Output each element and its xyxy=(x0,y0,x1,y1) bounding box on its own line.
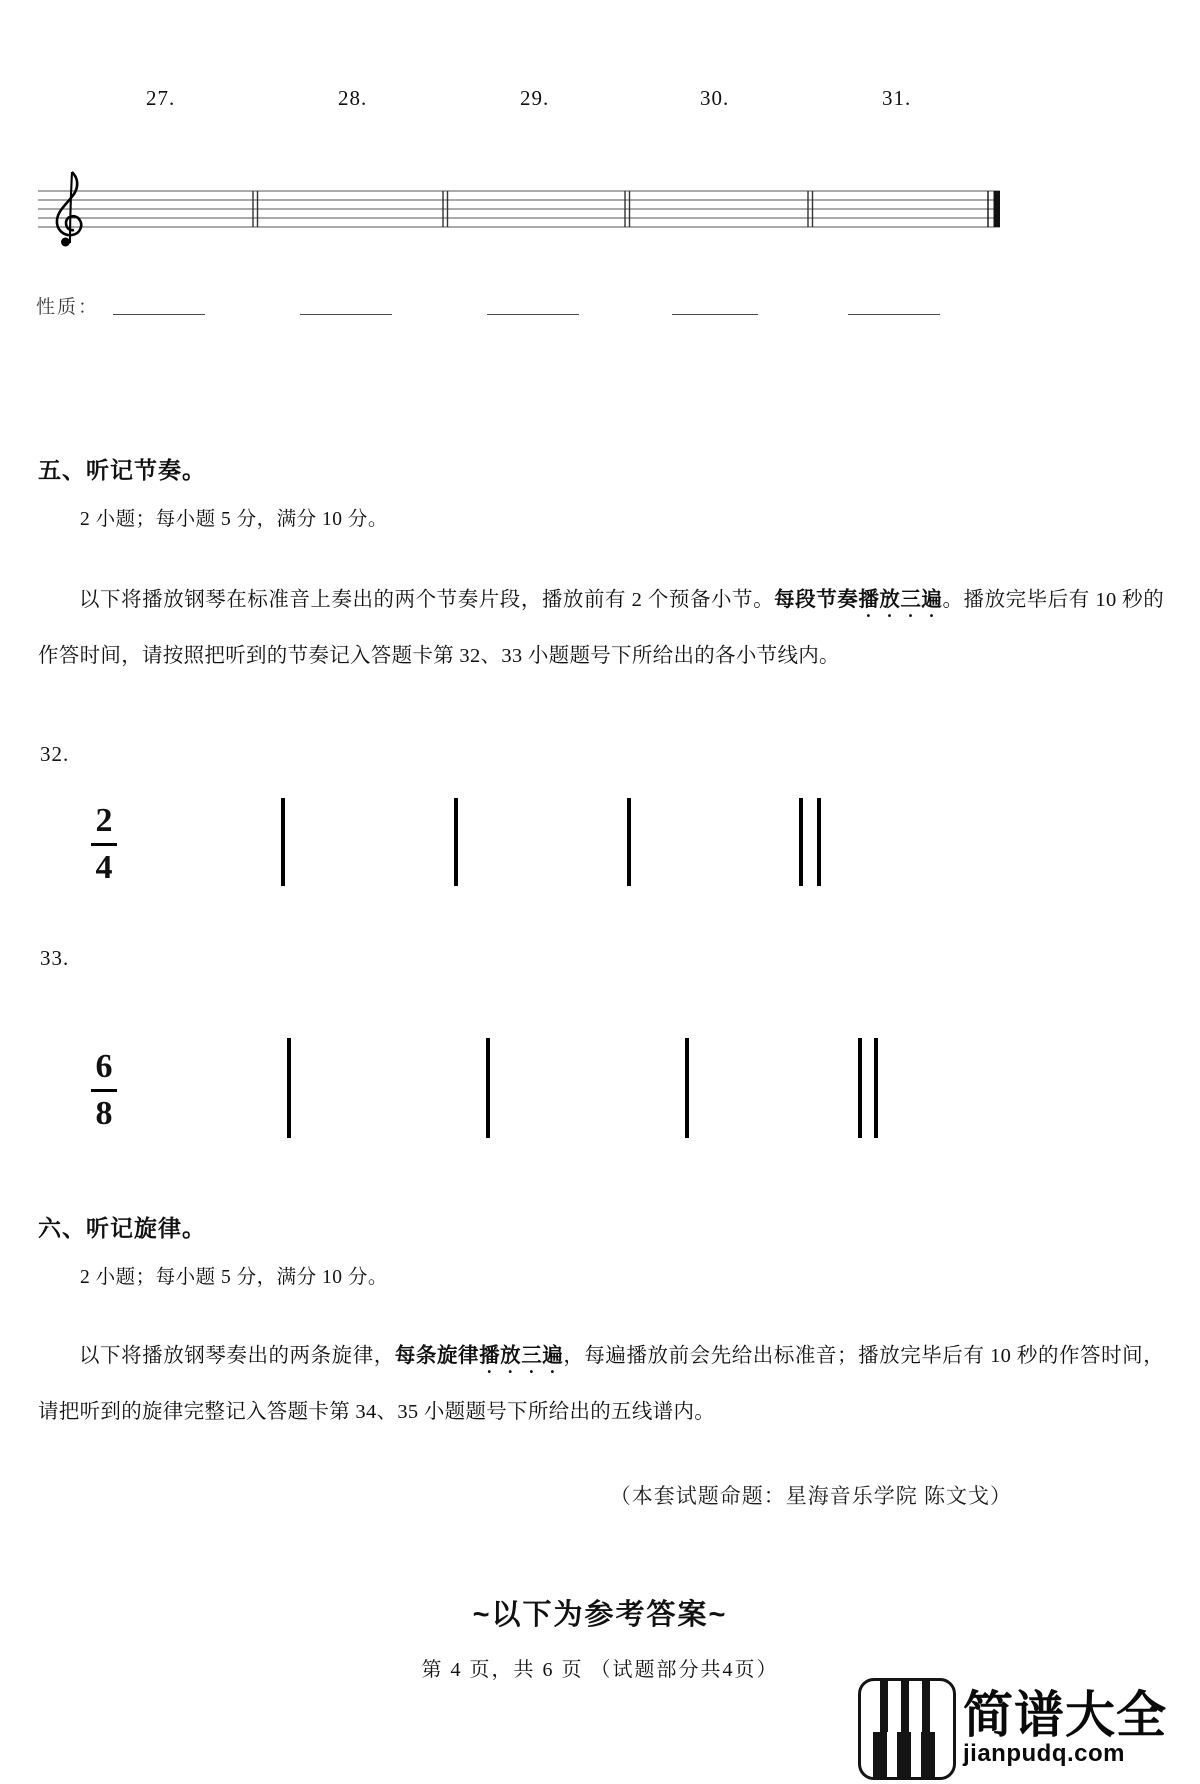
question-number: 30. xyxy=(700,86,730,110)
rhythm-barline xyxy=(685,1038,689,1138)
emphasized-text-run: 播放三遍 xyxy=(479,1344,564,1367)
question-number: 29. xyxy=(520,86,550,110)
section5-subheading: 2 小题；每小题 5 分，满分 10 分。 xyxy=(80,509,388,530)
treble-staff-svg xyxy=(38,166,1008,262)
time-sig-top: 6 xyxy=(95,1048,113,1085)
brand-name: 简谱大全 xyxy=(963,1687,1167,1744)
rhythm-barline xyxy=(627,798,631,886)
answer-divider-title: ~以下为参考答案~ xyxy=(472,1599,728,1631)
property-label: 性质： xyxy=(36,297,100,318)
rhythm-barline xyxy=(287,1038,291,1138)
section6-heading: 六、听记旋律。 xyxy=(38,1215,206,1241)
time-sig-top: 2 xyxy=(95,802,113,839)
page-footer: 第 4 页，共 6 页 （试题部分共4页） xyxy=(421,1659,779,1681)
item-32-number: 32. xyxy=(40,742,70,766)
text-run: 。播放完毕后有 10 秒的作答时间，请按照把听到的节奏记入答题卡第 32、33 小题题号下所给出的各小节线内。 xyxy=(38,589,1165,667)
music-staff xyxy=(38,166,1008,262)
piano-keys-icon xyxy=(858,1678,956,1780)
answer-blank xyxy=(672,296,758,315)
text-run: ，每遍播放前会先给出标准音；播放完毕后有 10 秒的作答时间，请把听到的旋律完整记入答题卡第 34、35 小题题号下所给出的五线谱内。 xyxy=(38,1345,1165,1423)
rhythm-line-32 xyxy=(0,796,1200,900)
bold-text-run: 每段节奏 xyxy=(774,588,859,611)
time-sig-divider xyxy=(91,843,117,846)
rhythm-barline xyxy=(486,1038,490,1138)
rhythm-end-barline xyxy=(874,1038,878,1138)
rhythm-barline xyxy=(281,798,285,886)
section6-instructions xyxy=(38,1328,1164,1440)
time-sig-divider xyxy=(91,1089,117,1092)
item-33-number: 33. xyxy=(40,946,70,970)
question-number: 28. xyxy=(338,86,368,110)
emphasized-text-run: 播放三遍 xyxy=(858,588,943,611)
section5-heading: 五、听记节奏。 xyxy=(38,457,206,483)
rhythm-end-barline xyxy=(799,798,803,886)
question-number: 31. xyxy=(882,86,912,110)
rhythm-end-barline xyxy=(817,798,821,886)
time-signature-6-8 xyxy=(84,1046,124,1135)
answer-blank xyxy=(113,296,205,315)
question-number: 27. xyxy=(146,86,176,110)
text-run: 以下将播放钢琴在标准音上奏出的两个节奏片段，播放前有 2 个预备小节。 xyxy=(79,589,775,611)
answer-blank xyxy=(300,296,392,315)
time-signature-2-4 xyxy=(84,800,124,889)
text-run: 以下将播放钢琴奏出的两条旋律， xyxy=(79,1345,395,1367)
time-sig-bottom: 4 xyxy=(95,849,113,886)
answer-blank xyxy=(848,296,940,315)
brand-domain: jianpudq.com xyxy=(963,1740,1125,1768)
answer-blank xyxy=(487,296,579,315)
credit-line: （本套试题命题：星海音乐学院 陈文戈） xyxy=(609,1484,1012,1508)
section5-instructions xyxy=(38,572,1164,684)
rhythm-line-33 xyxy=(0,1036,1200,1152)
rhythm-end-barline xyxy=(858,1038,862,1138)
brand-text xyxy=(963,1678,1167,1780)
section6-subheading: 2 小题；每小题 5 分，满分 10 分。 xyxy=(80,1267,388,1288)
watermark xyxy=(858,1678,1167,1780)
bold-text-run: 每条旋律 xyxy=(394,1344,480,1367)
time-sig-bottom: 8 xyxy=(95,1095,113,1132)
rhythm-barline xyxy=(454,798,458,886)
